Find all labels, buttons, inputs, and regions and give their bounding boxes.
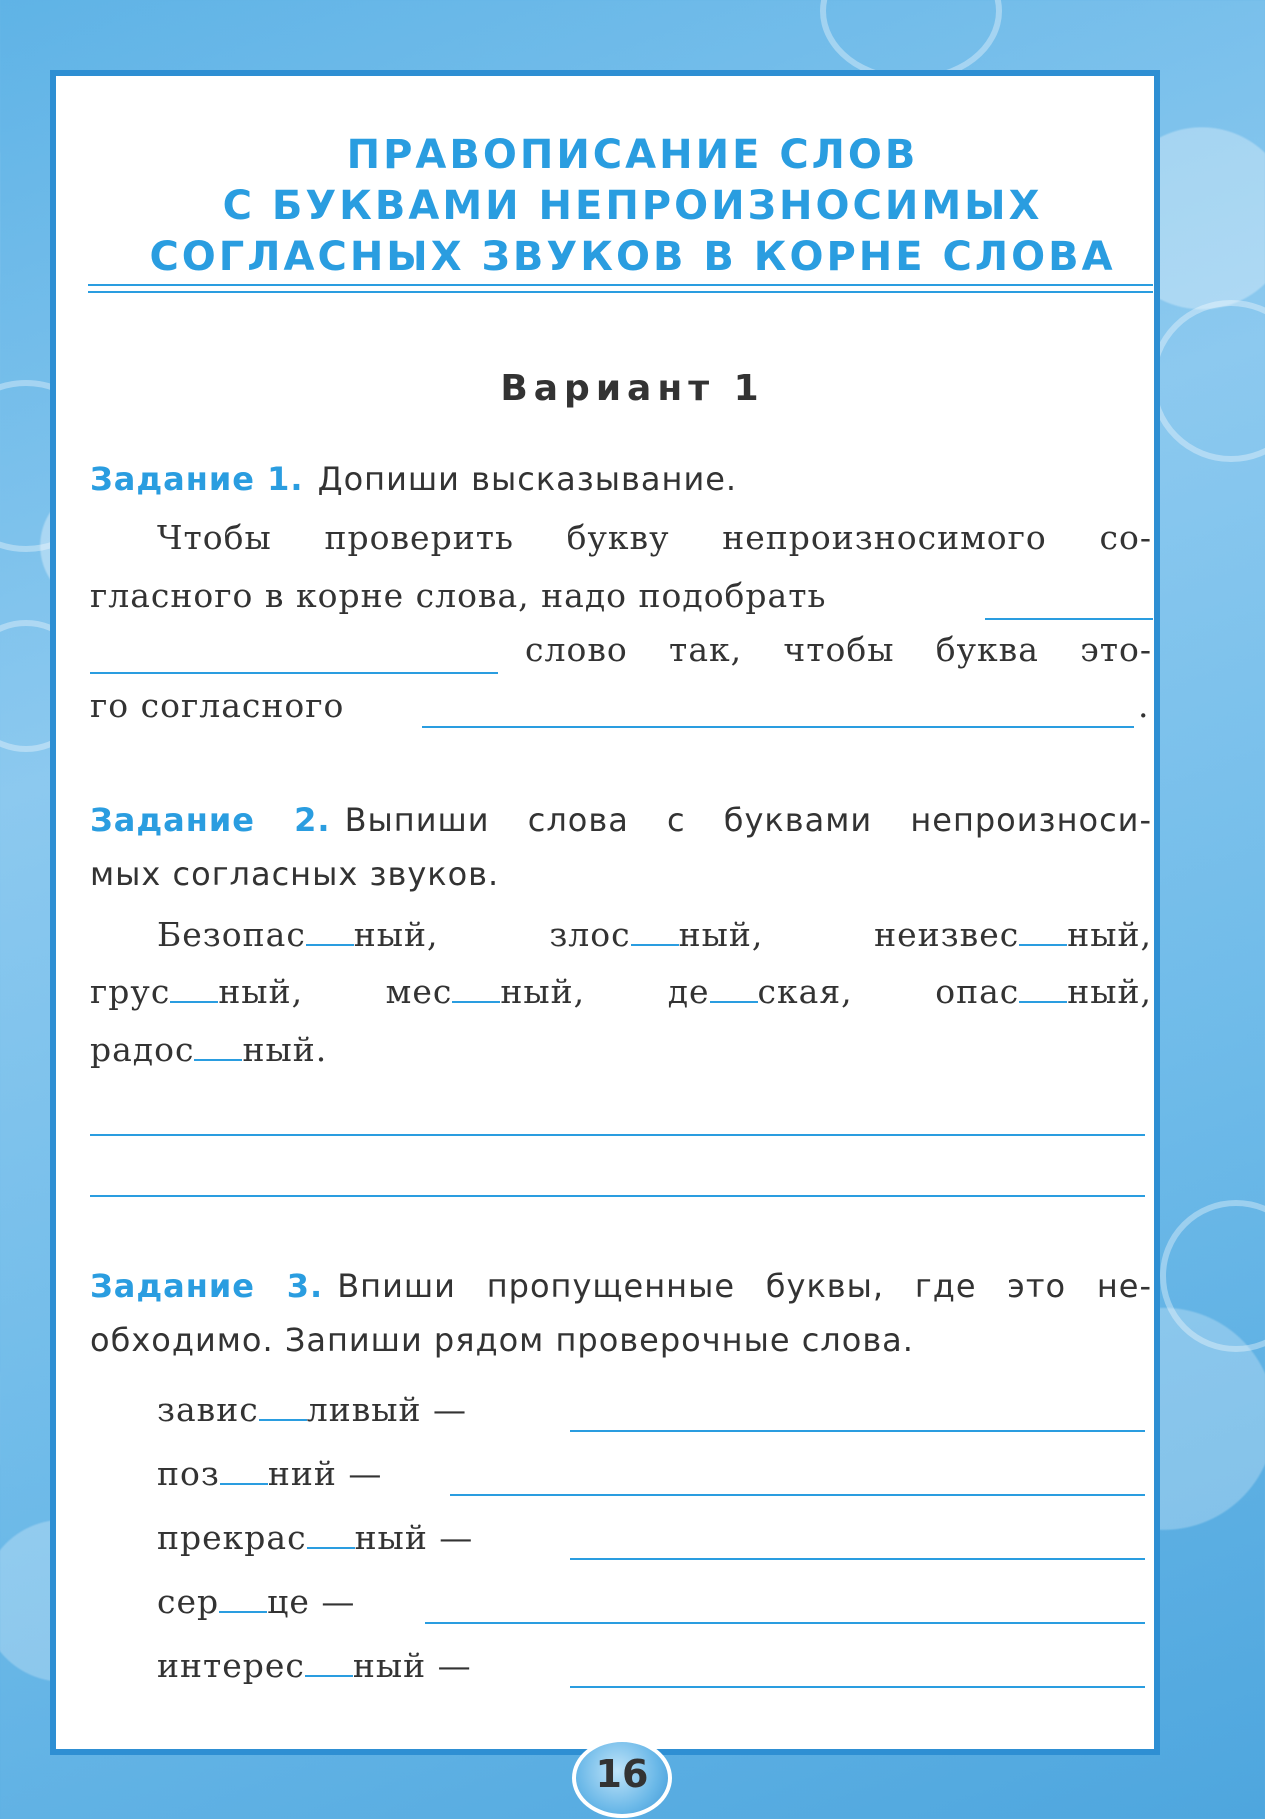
letter-blank[interactable] bbox=[631, 918, 679, 946]
exercise-item: сер це — bbox=[157, 1582, 356, 1621]
word-row bbox=[90, 972, 1152, 1011]
title-line: ПРАВОПИСАНИЕ СЛОВ bbox=[346, 132, 919, 178]
exercise-item: поз ний — bbox=[157, 1454, 383, 1493]
task1-end-dot: . bbox=[1138, 686, 1150, 725]
task1-text-line: го согласного bbox=[90, 686, 345, 725]
task1-text-line: Чтобы проверить букву непроизносимого со- bbox=[157, 518, 1152, 557]
answer-line[interactable] bbox=[90, 1195, 1145, 1197]
task1-heading bbox=[90, 452, 1152, 506]
task3-heading bbox=[90, 1259, 1152, 1367]
answer-line[interactable] bbox=[985, 618, 1153, 620]
variant-heading: Вариант 1 bbox=[500, 368, 765, 409]
word-row bbox=[157, 915, 1152, 954]
answer-line[interactable] bbox=[90, 672, 498, 674]
answer-line[interactable] bbox=[570, 1430, 1145, 1432]
answer-line[interactable] bbox=[90, 1134, 1145, 1136]
task3-instruction: обходимо. Запиши рядом проверочные слова. bbox=[90, 1321, 914, 1359]
word-item: мес ный, bbox=[385, 972, 586, 1011]
exercise-item: интерес ный — bbox=[157, 1646, 472, 1685]
task3-label: Задание 3. bbox=[90, 1267, 324, 1305]
letter-blank[interactable] bbox=[306, 918, 354, 946]
letter-blank[interactable] bbox=[1019, 975, 1067, 1003]
word-item: неизвес ный, bbox=[874, 915, 1152, 954]
letter-blank[interactable] bbox=[307, 1521, 355, 1549]
title-rule bbox=[88, 291, 1153, 293]
word-item: радос ный. bbox=[90, 1030, 328, 1069]
word-item: де ская, bbox=[667, 972, 853, 1011]
answer-line[interactable] bbox=[425, 1622, 1145, 1624]
task1-text-line: гласного в корне слова, надо подобрать bbox=[90, 576, 827, 615]
answer-line[interactable] bbox=[570, 1686, 1145, 1688]
page-number: 16 bbox=[572, 1738, 672, 1818]
word-item: грус ный, bbox=[90, 972, 304, 1011]
page-frame bbox=[50, 70, 1160, 1755]
word-item: Безопас ный, bbox=[157, 915, 439, 954]
letter-blank[interactable] bbox=[1019, 918, 1067, 946]
task3-instruction: Впиши пропущенные буквы, где это не- bbox=[337, 1267, 1153, 1305]
answer-line[interactable] bbox=[570, 1558, 1145, 1560]
title-line: СОГЛАСНЫХ ЗВУКОВ В КОРНЕ СЛОВА bbox=[149, 234, 1116, 280]
title-rule bbox=[88, 284, 1153, 286]
letter-blank[interactable] bbox=[220, 1457, 268, 1485]
title-line: С БУКВАМИ НЕПРОИЗНОСИМЫХ bbox=[222, 183, 1043, 229]
task1-instruction: Допиши высказывание. bbox=[317, 460, 738, 498]
background-swirl bbox=[1160, 1200, 1265, 1352]
exercise-item: прекрас ный — bbox=[157, 1518, 474, 1557]
task1-label: Задание 1. bbox=[90, 460, 304, 498]
word-item: опас ный, bbox=[935, 972, 1153, 1011]
word-row bbox=[90, 1030, 327, 1069]
task2-instruction: Выпиши слова с буквами непроизноси- bbox=[344, 801, 1153, 839]
word-item: злос ный, bbox=[549, 915, 764, 954]
answer-line[interactable] bbox=[422, 726, 1134, 728]
task2-label: Задание 2. bbox=[90, 801, 331, 839]
letter-blank[interactable] bbox=[305, 1649, 353, 1677]
answer-line[interactable] bbox=[450, 1494, 1145, 1496]
task2-heading bbox=[90, 793, 1152, 901]
letter-blank[interactable] bbox=[452, 975, 500, 1003]
page-title bbox=[0, 130, 1265, 283]
letter-blank[interactable] bbox=[170, 975, 218, 1003]
letter-blank[interactable] bbox=[194, 1033, 242, 1061]
exercise-item: завис ливый — bbox=[157, 1390, 468, 1429]
letter-blank[interactable] bbox=[710, 975, 758, 1003]
task2-instruction: мых согласных звуков. bbox=[90, 855, 500, 893]
letter-blank[interactable] bbox=[219, 1585, 267, 1613]
task1-text-line: слово так, чтобы буква это- bbox=[525, 630, 1152, 669]
letter-blank[interactable] bbox=[259, 1393, 307, 1421]
